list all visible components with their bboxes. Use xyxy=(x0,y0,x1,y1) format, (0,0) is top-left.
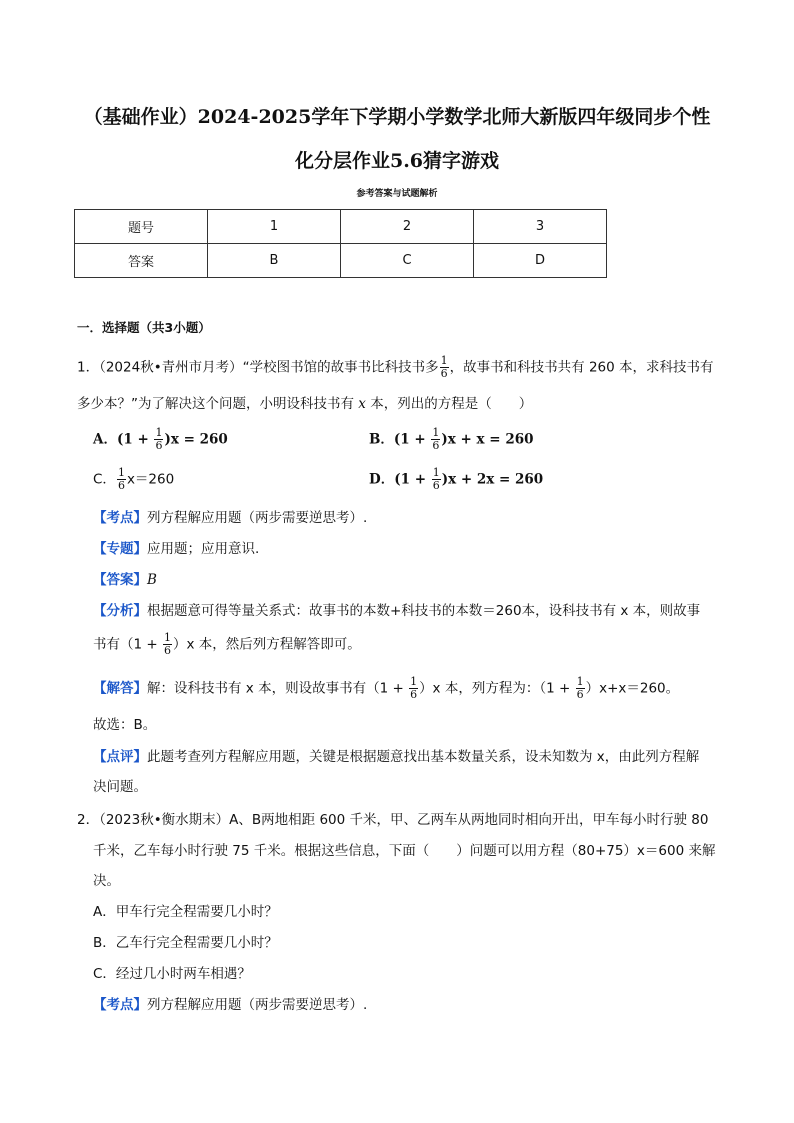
table-header-label: 题号 xyxy=(75,210,208,244)
table-row xyxy=(75,244,607,278)
table-answer: B xyxy=(208,244,341,278)
q1-option-c: C． $\frac{1}{6}$ x＝260 xyxy=(93,466,175,492)
q1-text: 1．（2024秋•青州市月考）“学校图书馆的故事书比科技书多 xyxy=(77,359,439,376)
q2-option-b: B．乙车行完全程需要几小时？ xyxy=(93,935,278,951)
q2-option-c: C．经过几小时两车相遇？ xyxy=(93,966,251,982)
table-number: 2 xyxy=(341,210,474,244)
table-answer: C xyxy=(341,244,474,278)
q2-line2: 千米，乙车每小时行驶 75 千米。根据这些信息，下面（ ）问题可以用方程（80+75）x＝600 来解 xyxy=(93,843,716,859)
table-answer: D xyxy=(474,244,607,278)
q2-option-a: A．甲车行完全程需要几小时？ xyxy=(93,904,278,920)
q1-zhuanti: 【专题】应用题；应用意识. xyxy=(93,541,260,557)
q1-daan: 【答案】B xyxy=(93,572,157,588)
q1-jieda: 【解答】解：设科技书有 x 本，则设故事书有（1 + $\frac{1}{6}$ ）x 本，列方程为：（1 + $\frac{1}{6}$ ）x+x＝260。 xyxy=(93,675,680,701)
q2-line3: 决。 xyxy=(93,873,120,889)
doc-title-line2: 化分层作业5.6猜字游戏 xyxy=(294,150,500,172)
table-answer-label: 答案 xyxy=(75,244,208,278)
table-number: 1 xyxy=(208,210,341,244)
doc-subtitle: 参考答案与试题解析 xyxy=(356,189,438,199)
q1-fenxi: 【分析】根据题意可得等量关系式：故事书的本数+科技书的本数＝260本，设科技书有 x 本，则故事 xyxy=(93,603,701,619)
q1-dianping: 【点评】此题考查列方程解应用题，关键是根据题意找出基本数量关系，设未知数为 x，由此列方程解 xyxy=(93,749,700,765)
q1-kaodian: 【考点】列方程解应用题（两步需要逆思考）. xyxy=(93,510,368,526)
fraction: $\frac{1}{6}$ xyxy=(440,354,448,380)
section-heading: 一．选择题（共3小题） xyxy=(77,320,211,335)
table-number: 3 xyxy=(474,210,607,244)
q1-line1 xyxy=(77,355,714,380)
q1-option-d: D．(1 + $\frac{1}{6}$ )x + 2x = 260 xyxy=(369,466,544,492)
variable-x: x xyxy=(358,396,366,412)
q1-text: 多少本？”为了解决这个问题，小明设科技书有 xyxy=(77,396,359,412)
answer-table xyxy=(74,209,607,278)
doc-title-line1: （基础作业）2024-2025学年下学期小学数学北师大新版四年级同步个性 xyxy=(83,106,711,128)
q2-line1: 2．（2023秋•衡水期末）A、B两地相距 600 千米，甲、乙两车从两地同时相向开出，甲车每小时行驶 80 xyxy=(77,812,709,828)
q1-guxuan: 故选：B。 xyxy=(93,717,157,733)
q1-fenxi-line2: 书有（1 + $\frac{1}{6}$ ）x 本，然后列方程解答即可。 xyxy=(93,631,361,657)
q1-text: 本，列出的方程是（ ） xyxy=(365,396,533,412)
table-row xyxy=(75,210,607,244)
q1-line2 xyxy=(77,392,532,412)
q1-option-b: B．(1 + $\frac{1}{6}$ )x + x = 260 xyxy=(369,426,534,452)
q1-option-a: A．(1 + $\frac{1}{6}$ )x = 260 xyxy=(93,426,228,452)
q1-text: ，故事书和科技书共有 260 本，求科技书有 xyxy=(449,359,714,376)
q2-kaodian: 【考点】列方程解应用题（两步需要逆思考）. xyxy=(93,997,368,1013)
q1-dianping-line2: 决问题。 xyxy=(93,779,147,795)
